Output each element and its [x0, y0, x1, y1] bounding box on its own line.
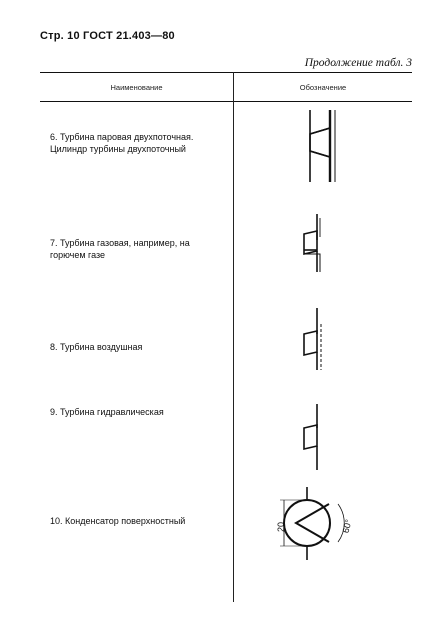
column-header-symbol: Обозначение — [299, 83, 347, 92]
row-label-hydraulic-turbine: 9. Турбина гидравлическая — [50, 407, 164, 417]
column-header-name: Наименование — [110, 83, 163, 92]
table-continuation-note: Продолжение табл. 3 — [304, 57, 412, 69]
row-label-air-turbine: 8. Турбина воздушная — [50, 342, 143, 352]
condenser-dimensions — [40, 72, 412, 602]
symbols-table — [40, 72, 412, 602]
row-label-gas-turbine: 7. Турбина газовая, например, на горючем газе — [50, 238, 190, 260]
condenser-angle-label: 60° — [340, 518, 354, 535]
row-label-surface-condenser: 10. Конденсатор поверхностный — [50, 516, 186, 526]
page-header: Стр. 10 ГОСТ 21.403—80 — [40, 30, 175, 42]
condenser-diameter-label: 20 — [276, 521, 286, 533]
row-label-steam-turbine: 6. Турбина паровая двухпоточная. Цилиндр турбины двухпоточный — [50, 132, 194, 154]
